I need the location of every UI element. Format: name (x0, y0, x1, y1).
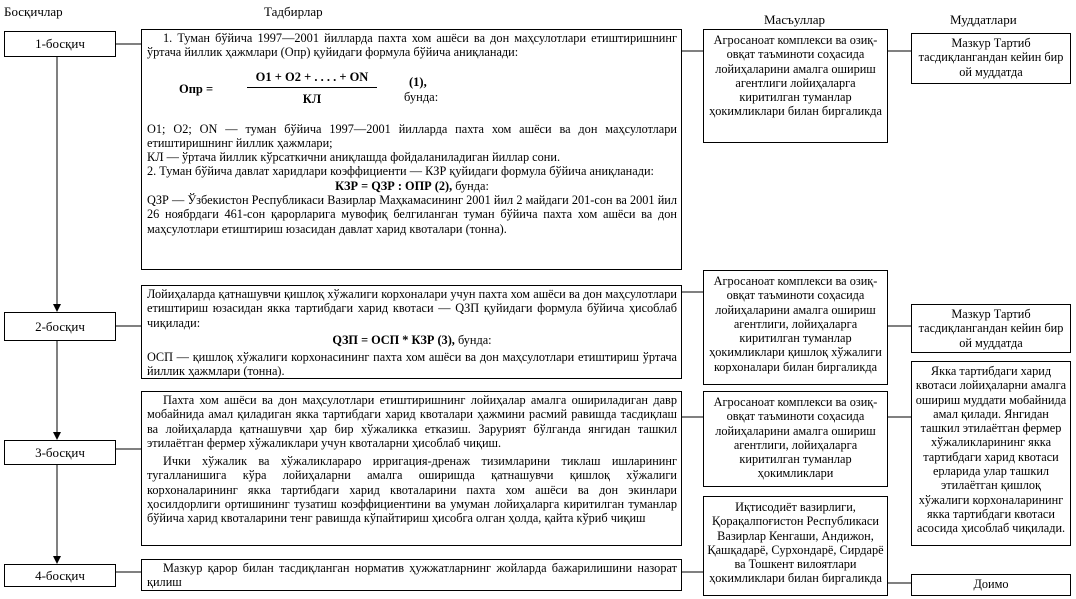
header-responsible: Масъуллар (764, 12, 825, 27)
measure-3-p2: Ички хўжалик ва хўжаликлараро ирригация-дренаж тизимларини тиклаш ишларининг тугалланишига кўра лойиҳаларни амалга оширишда қатнашувчи қишлоқ хўжалиги корхоналарининг якка тартибдаги харид квоталарини пахта хом ашёси ва дон экинлари ҳосилдорлиги ортишининг тузатиш коэффициентини ва умуман лойиҳаларга киритилган туманлар бўйича харид квоталарини тенг равишда кўпайтириш ҳисобга олган ҳолда, қайта кўриб чиқиш (147, 454, 677, 526)
deadline-3-box (911, 361, 1071, 546)
formula-1-lhs: Oпр = (179, 81, 214, 96)
measure-3-p1: Пахта хом ашёси ва дон маҳсулотлари етиштиришнинг лойиҳалар амалга ошириладиган давр мобайнида амал қиладиган якка тартибдаги харид квоталари ҳажмини расмий равишда тасдиқлаш ва лойиҳаларда қатнашувчи ҳар бир хўжаликка етказиш. Зарурият бўлганда янгидан ташкил этилаётган фермер хўжаликлари учун квоталарни ҳисоблаб чиқиш. (147, 393, 677, 450)
formula-1-suffix: бунда: (404, 89, 439, 104)
measure-1-intro: 1. Туман бўйича 1997—2001 йилларда пахта хом ашёси ва дон маҳсулотлари етиштиришнинг ўртача йиллик ҳажмлари (Oпр) қуйидаги формула бўйича аниқланади: (147, 31, 677, 60)
formula-1-tag: (1), (409, 74, 427, 89)
formula-3 (147, 333, 677, 347)
deadline-2-text: Мазкур Тартиб тасдиқлангандан кейин бир ой муддатда (918, 307, 1064, 350)
measure-1-p2: 2. Туман бўйича давлат харидлари коэффициенти — КЗР қуйидаги формула бўйича аниқланади: (147, 164, 654, 179)
measure-2-box (141, 285, 682, 379)
responsible-3-text: Агросаноат комплекси ва озиқ-овқат таъминоти соҳасида лойиҳаларини амалга ошириш агентлиги, лойиҳаларга киритилган туманлар ҳокимликлари (713, 395, 878, 481)
measure-1-def1: O1; O2; ON — туман бўйича 1997—2001 йилларда пахта хом ашёси ва дон маҳсулотлари етиштиришнинг йиллик ҳажмлари; (147, 121, 677, 150)
responsible-4-box (703, 496, 888, 596)
arrowhead-icon (53, 432, 61, 440)
deadline-1-text: Мазкур Тартиб тасдиқлангандан кейин бир ой муддатда (918, 36, 1064, 79)
measure-3-box (141, 391, 682, 546)
stage-4-label: 4-босқич (35, 567, 85, 583)
deadline-2-box (911, 304, 1071, 353)
deadline-1-box (911, 33, 1071, 84)
responsible-1-text: Агросаноат комплекси ва озиқ-овқат таъминоти соҳасида лойиҳаларини амалга ошириш агентлиги лойиҳаларга киритилган туманлар ҳокимликлари билан биргаликда (709, 33, 882, 119)
header-measures: Тадбирлар (264, 4, 323, 19)
stage-3-label: 3-босқич (35, 444, 85, 460)
measure-4-box (141, 559, 682, 591)
stage-1-label: 1-босқич (35, 36, 85, 51)
formula-1-numerator: O1 + O2 + . . . . + ON (247, 70, 377, 88)
formula-2-suffix: бунда: (455, 178, 489, 193)
measure-4-text: Мазкур қарор билан тасдиқланган норматив ҳужжатларнинг жойларда бажарилишини назорат қилиш (147, 561, 677, 590)
measure-2-def: OСП — қишлоқ хўжалиги корхонасининг пахта хом ашёси ва дон маҳсулотлари етиштириш ўртача йиллик ҳажмлари (тонна). (147, 350, 677, 379)
responsible-1-box (703, 29, 888, 143)
deadline-4-text: Доимо (973, 577, 1009, 591)
formula-3-expr: QЗП = OСП * КЗР (3), (332, 332, 455, 347)
formula-2-expr: КЗР = QЗР : OПР (2), (335, 178, 453, 193)
measure-1-def2: КЛ — ўртача йиллик кўрсаткични аниқлашда фойдаланиладиган йиллар сони. (147, 150, 561, 165)
formula-3-suffix: бунда: (457, 332, 492, 347)
stage-3-box (4, 440, 116, 465)
responsible-2-text: Агросаноат комплекси ва озиқ-овқат таъминоти соҳасида лойиҳаларини амалга ошириш агентлиги, лойиҳаларга киритилган туманлар ҳокимликлари қишлоқ хўжалиги корхоналари билан биргаликда (709, 274, 882, 374)
formula-1-denominator: КЛ (302, 91, 322, 106)
responsible-4-text: Иқтисодиёт вазирлиги, Қорақалпоғистон Республикаси Вазирлар Кенгаши, Андижон, Қашқадарё, Сурхондарё, Сирдарё ва Тошкент вилоятлари ҳокимликлари билан биргаликда (707, 500, 884, 586)
measure-1-def3: QЗР — Ўзбекистон Республикаси Вазирлар Маҳкамасининг 2001 йил 2 майдаги 201-сон ва 2001 йил 26 ноябрдаги 461-сон қарорларига мувофиқ белгиланган туман бўйича пахта хом ашёси ва дон маҳсулотлари етиштириш юзасидан давлат харид квоталари (тонна). (147, 193, 677, 236)
header-stages: Босқичлар (4, 4, 63, 19)
stage-4-box (4, 564, 116, 587)
deadline-4-box (911, 574, 1071, 596)
measure-2-p1: Лойиҳаларда қатнашувчи қишлоқ хўжалиги корхоналари учун пахта хом ашёси ва дон маҳсулотлари етиштириш юзасидан якка тартибдаги харид квотаси — QЗП қуйидаги формула бўйича ҳисоблаб чиқилади: (147, 287, 677, 330)
stage-2-label: 2-босқич (35, 318, 85, 334)
deadline-3-text: Якка тартибдаги харид квотаси лойиҳаларни амалга ошириш муддати мобайнида амал қилади. Янгидан ташкил этилаётган фермер хўжаликларининг якка тартибдаги харид квотаси ерларида улар ташкил этилаётган қишлоқ хўжалиги корхоналарининг якка тартибдаги квотаси асосида ҳисоблаб чиқилади. (915, 364, 1067, 536)
responsible-2-box (703, 270, 888, 385)
stage-1-box (4, 31, 116, 57)
stage-2-box (4, 312, 116, 341)
measure-1-box (141, 29, 682, 270)
formula-2 (147, 179, 677, 193)
arrowhead-icon (53, 304, 61, 312)
header-deadlines: Муддатлари (950, 12, 1017, 27)
arrowhead-icon (53, 556, 61, 564)
formula-1 (147, 70, 677, 116)
responsible-3-box (703, 391, 888, 487)
